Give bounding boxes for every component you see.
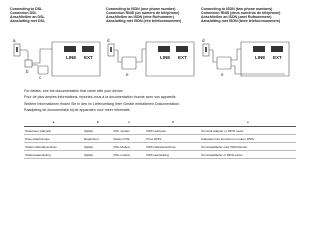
title-line: Connecting to DSL — [10, 7, 43, 11]
table-cell: Adaptateur de terminal ou routeur RNIS — [200, 135, 296, 143]
line-port-icon — [158, 46, 170, 52]
header-cell: d — [145, 117, 200, 127]
column-isdn-two-titles — [201, 7, 297, 23]
note-line: Weitere Informationen finden Sie in den im Lieferumfang Ihrer Geräte enthaltenen Dokumentation. — [24, 101, 181, 106]
ext-label: EXT — [178, 55, 187, 60]
title-line: Connecting to ISDN (one phone number) — [106, 7, 176, 11]
line-label: LINE — [66, 55, 77, 60]
cable-line — [231, 49, 241, 60]
column-dsl-titles — [10, 7, 106, 23]
title-line: Connexion RNIS (deux numéros de téléphone) — [201, 11, 281, 16]
header-cell: e — [200, 117, 296, 127]
ext-label: EXT — [273, 55, 282, 60]
table-cell: Répartiteur — [83, 135, 112, 143]
header-cell: a — [24, 117, 83, 127]
note-line: For details, see the documentation that came with your device. — [24, 89, 124, 93]
header-cell: c — [112, 117, 145, 127]
line-port-icon — [64, 46, 76, 52]
title-line: Anschließen an ISDN (eine Rufnummer) — [106, 15, 174, 20]
title-line: Aansluiting met ISDN (twee telefoonnummers) — [201, 19, 281, 24]
marker-c: c — [39, 75, 42, 80]
table-cell: Splitter — [83, 127, 112, 135]
dsl-connection-diagram — [12, 36, 104, 80]
dsl-diagram-svg — [12, 36, 104, 80]
table-cell: ISDN wall jack — [145, 127, 200, 135]
title-line: Anschließen an DSL — [10, 15, 45, 20]
isdn-two-numbers-diagram — [201, 36, 293, 80]
ext-port-icon — [176, 46, 188, 52]
table-row — [24, 143, 296, 151]
marker-b: b — [26, 69, 29, 74]
table-cell: Splitter — [83, 151, 112, 159]
line-label: LINE — [160, 55, 171, 60]
splitter-icon — [25, 60, 32, 67]
title-line: Connexion RNIS (un numéro de téléphone) — [106, 11, 180, 16]
cable-line — [209, 50, 217, 62]
marker-e: e — [126, 72, 129, 77]
isdn-two-diagram-svg — [201, 36, 293, 80]
table-cell: DSL-modem — [112, 151, 145, 159]
ext-port-icon — [271, 46, 283, 52]
note-line: Pour de plus amples informations, reportez-vous à la documentation fournie avec vos appareils. — [24, 95, 177, 100]
cable-line — [32, 49, 52, 63]
title-line: Connexion DSL — [10, 11, 37, 16]
title-line: Connecting to ISDN (two phone numbers) — [201, 7, 273, 11]
table-row — [24, 151, 296, 159]
terminal-adapter-icon — [122, 57, 136, 69]
table-cell: Terminaladapter of ISDN-router — [200, 151, 296, 159]
cable-line — [136, 49, 146, 62]
note-line: Raadpleeg de documentatie bij de apparaten voor meer informatie. — [24, 107, 131, 112]
table-cell: Splitter — [83, 143, 112, 151]
table-row — [24, 127, 296, 135]
table-cell: Terminal adapter or ISDN router — [200, 127, 296, 135]
isdn-one-diagram-svg — [106, 36, 198, 80]
table-cell: Prise téléphonique — [24, 135, 83, 143]
table-cell: Telephone wall jack — [24, 127, 83, 135]
line-label: LINE — [255, 55, 266, 60]
table-cell: Telefon-Wandanschluss — [24, 143, 83, 151]
isdn-one-number-diagram — [106, 36, 198, 80]
marker-d: d — [202, 38, 205, 43]
column-isdn-two — [201, 7, 297, 23]
documentation-notes — [24, 88, 294, 113]
table-cell: Modem DSL — [112, 135, 145, 143]
marker-d: d — [107, 38, 110, 43]
title-line: Anschließen an ISDN (zwei Rufnummern) — [201, 15, 272, 20]
ext-port-icon — [82, 46, 94, 52]
table-cell: Terminaladapter oder ISDN-Router — [200, 143, 296, 151]
table-cell: Prise RNIS — [145, 135, 200, 143]
dsl-modem-icon — [38, 66, 48, 74]
column-isdn-one-titles — [106, 7, 202, 23]
cable-line — [114, 50, 122, 62]
header-cell: b — [83, 117, 112, 127]
table-row — [24, 135, 296, 143]
column-dsl — [10, 7, 106, 23]
line-port-icon — [253, 46, 265, 52]
isdn-wall-jack-port-icon — [205, 47, 207, 52]
table-cell: ISDN-aansluiting — [145, 151, 200, 159]
ext-label: EXT — [84, 55, 93, 60]
marker-e: e — [221, 72, 224, 77]
title-line: Aansluiting met DSL — [10, 19, 46, 24]
isdn-wall-jack-port-icon — [110, 47, 112, 52]
table-cell: ISDN-Wandanschluss — [145, 143, 200, 151]
cable-line — [231, 66, 285, 74]
legend-header-row — [24, 117, 296, 127]
marker-a: a — [13, 38, 16, 43]
terminal-adapter-icon — [217, 57, 231, 69]
title-line: Aansluiting met ISDN (één telefoonnummer) — [106, 19, 182, 24]
column-isdn-one — [106, 7, 202, 23]
wall-jack-port-icon — [16, 47, 18, 52]
legend-table — [24, 117, 296, 159]
table-cell: Telefoonaansluiting — [24, 151, 83, 159]
cable-line — [20, 50, 28, 60]
table-cell: DSL modem — [112, 127, 145, 135]
table-cell: DSL-Modem — [112, 143, 145, 151]
